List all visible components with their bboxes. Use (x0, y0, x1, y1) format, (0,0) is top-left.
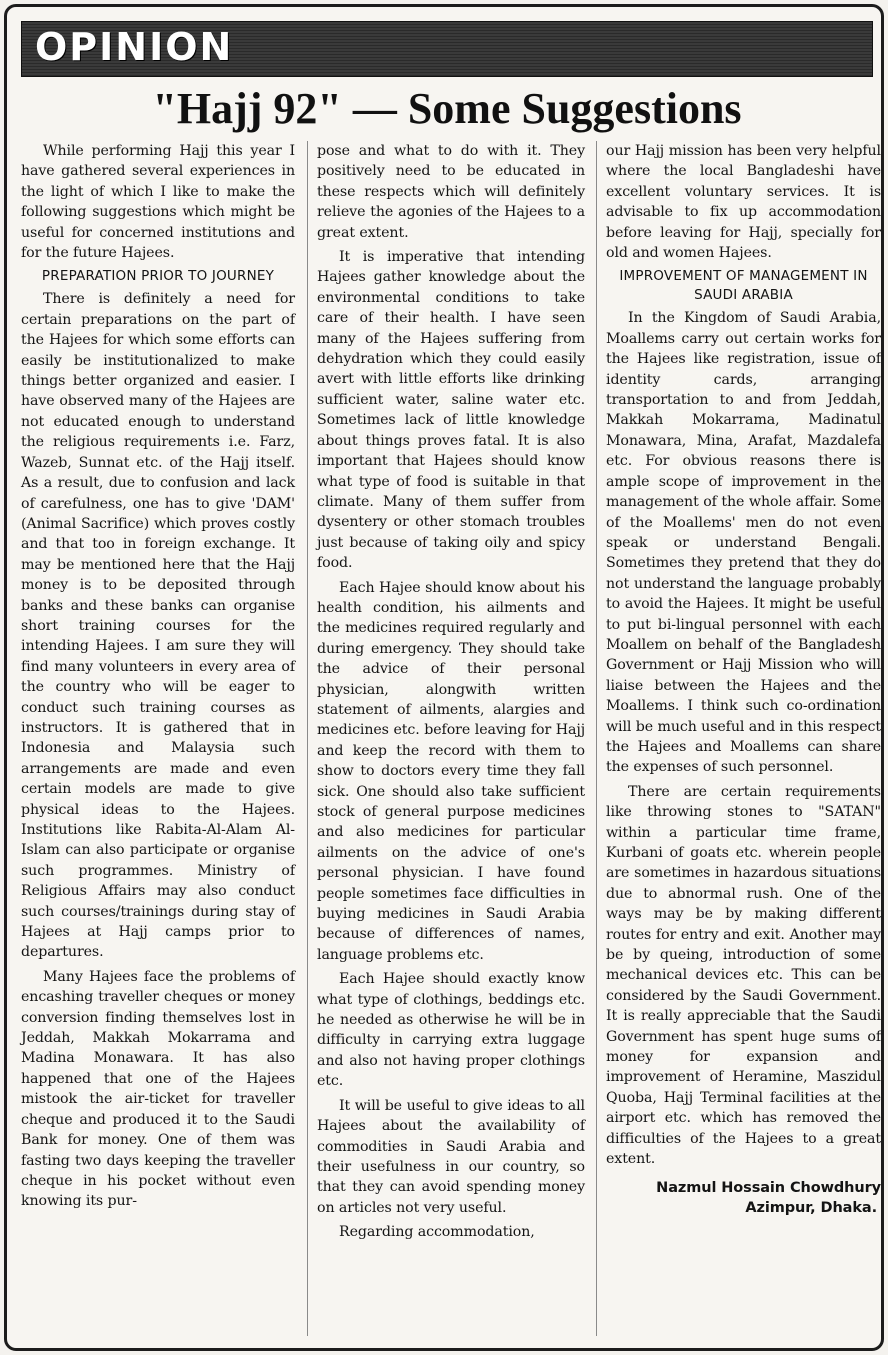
paragraph: It is imperative that intending Hajees gather knowledge about the environmental conditions to take care of their health. I have seen many of the Hajees suffering from dehydration which they could easily avert with little efforts like drinking sufficient water, saline water etc. Sometimes lack of little knowledge about things proves fatal. It is also important that Hajees should know what type of food is suitable in that climate. Many of them suffer from dysentery or other stomach troubles just because of taking oily and spicy food. (317, 249, 585, 572)
paragraph: Regarding accommodation, (339, 1224, 535, 1241)
section-label: OPINION (35, 25, 234, 69)
column-divider (596, 141, 597, 1336)
author-name: Nazmul Hossain Chowdhury (656, 1179, 881, 1196)
newspaper-clipping (4, 4, 884, 1351)
author-location: Azimpur, Dhaka. (745, 1199, 877, 1216)
paragraph: Each Hajee should exactly know what type of clothings, beddings etc. he needed as otherwise he will be in difficulty in carrying extra luggage and also not having proper clothings etc. (317, 971, 585, 1090)
column-1 (21, 141, 295, 1341)
column-2 (317, 141, 585, 1341)
column-divider (307, 141, 308, 1336)
paragraph: our Hajj mission has been very helpful where the local Bangladeshi have excellent voluntary services. It is advisable to fix up accommodation before leaving for Hajj, specially for old and women Hajees. (606, 143, 881, 262)
column-3 (606, 141, 881, 1341)
paragraph: It will be useful to give ideas to all Hajees about the availability of commodities in Saudi Arabia and their usefulness in our country, so that they can avoid spending money on articles not very useful. (317, 1097, 585, 1216)
paragraph: There is definitely a need for certain preparations on the part of the Hajees for which some efforts can easily be institutionalized to make things better organized and easier. I have observed many of the Hajees are not educated enough to understand the religious requirements i.e. Farz, Wazeb, Sunnat etc. of the Hajj itself. As a result, due to confusion and lack of carefulness, one has to give 'DAM' (Animal Sacrifice) which proves costly and that too in foreign exchange. It may be mentioned here that the Hajj money is to be deposited through banks and these banks can organise short training courses for the intending Hajees. I am sure they will find many volunteers in every area of the country who will be eager to conduct such training courses as instructors. It is gathered that in Indonesia and Malaysia such arrangements are made and even certain models are made to give physical ideas to the Hajees. Institutions like Rabita-Al-Alam Al-Islam can also participate or organise such programmes. Ministry of Religious Affairs may also conduct such courses/trainings during stay of Hajees at Hajj camps prior to departures. (21, 291, 295, 961)
section-header (21, 21, 873, 77)
subhead-management: IMPROVEMENT OF MANAGEMENT IN SAUDI ARABIA (619, 268, 868, 304)
paragraph: Many Hajees face the problems of encashing traveller cheques or money conversion finding themselves lost in Jeddah, Makkah Mokarrama and Madina Monawara. It has also happened that one of the Hajees mistook the air-ticket for traveller cheque and produced it to the Saudi Bank for money. One of them was fasting two days keeping the traveller cheque in his pocket without even knowing its pur- (21, 968, 295, 1210)
paragraph: There are certain requirements like throwing stones to "SATAN" within a particular time frame, Kurbani of goats etc. wherein people are sometimes in hazardous situations due to abnormal rush. One of the ways may be by making different routes for entry and exit. Another may be by queing, introduction of some mechanical devices etc. This can be considered by the Saudi Government. It is really appreciable that the Saudi Government has spent huge sums of money for expansion and improvement of Heramine, Maszidul Quoba, Hajj Terminal facilities at the airport etc. which has removed the difficulties of the Hajees to a great extent. (606, 783, 881, 1168)
intro-paragraph: While performing Hajj this year I have gathered several experiences in the light of which I like to make the following suggestions which might be useful for concerned institutions and for the future Hajees. (21, 143, 295, 262)
author-signature (606, 1178, 881, 1218)
paragraph: Each Hajee should know about his health condition, his ailments and the medicines required regularly and during emergency. They should take the advice of their personal physician, alongwith written statement of ailments, alargies and medicines etc. before leaving for Hajj and keep the record with them to show to doctors every time they fall sick. One should also take sufficient stock of general purpose medicines and also medicines for particular ailments on the advice of one's personal physician. I have found people sometimes face difficulties in buying medicines in Saudi Arabia because of differences of names, language problems etc. (317, 579, 585, 963)
paragraph: pose and what to do with it. They positively need to be educated in these respects which will definitely relieve the agonies of the Hajees to a great extent. (317, 143, 585, 241)
subhead-preparation: PREPARATION PRIOR TO JOURNEY (41, 268, 275, 285)
article-headline: "Hajj 92" — Some Suggestions (152, 84, 742, 133)
paragraph: In the Kingdom of Saudi Arabia, Moallems carry out certain works for the Hajees like registration, issue of identity cards, arranging transportation to and from Jeddah, Makkah Mokarrama, Madinatul Monawara, Mina, Arafat, Mazdalefa etc. For obvious reasons there is ample scope of improvement in the management of the whole affair. Some of the Moallems' men do not even speak or understand Bengali. Sometimes they pretend that they do not understand the language probably to avoid the Hajees. It might be useful to put bi-lingual personnel with each Moallem on behalf of the Bangladesh Government or Hajj Mission who will liaise between the Hajees and the Moallems. I think such co-ordination will be much useful and in this respect the Hajees and Moallems can share the expenses of such personnel. (606, 310, 881, 776)
article-body (21, 141, 881, 1341)
